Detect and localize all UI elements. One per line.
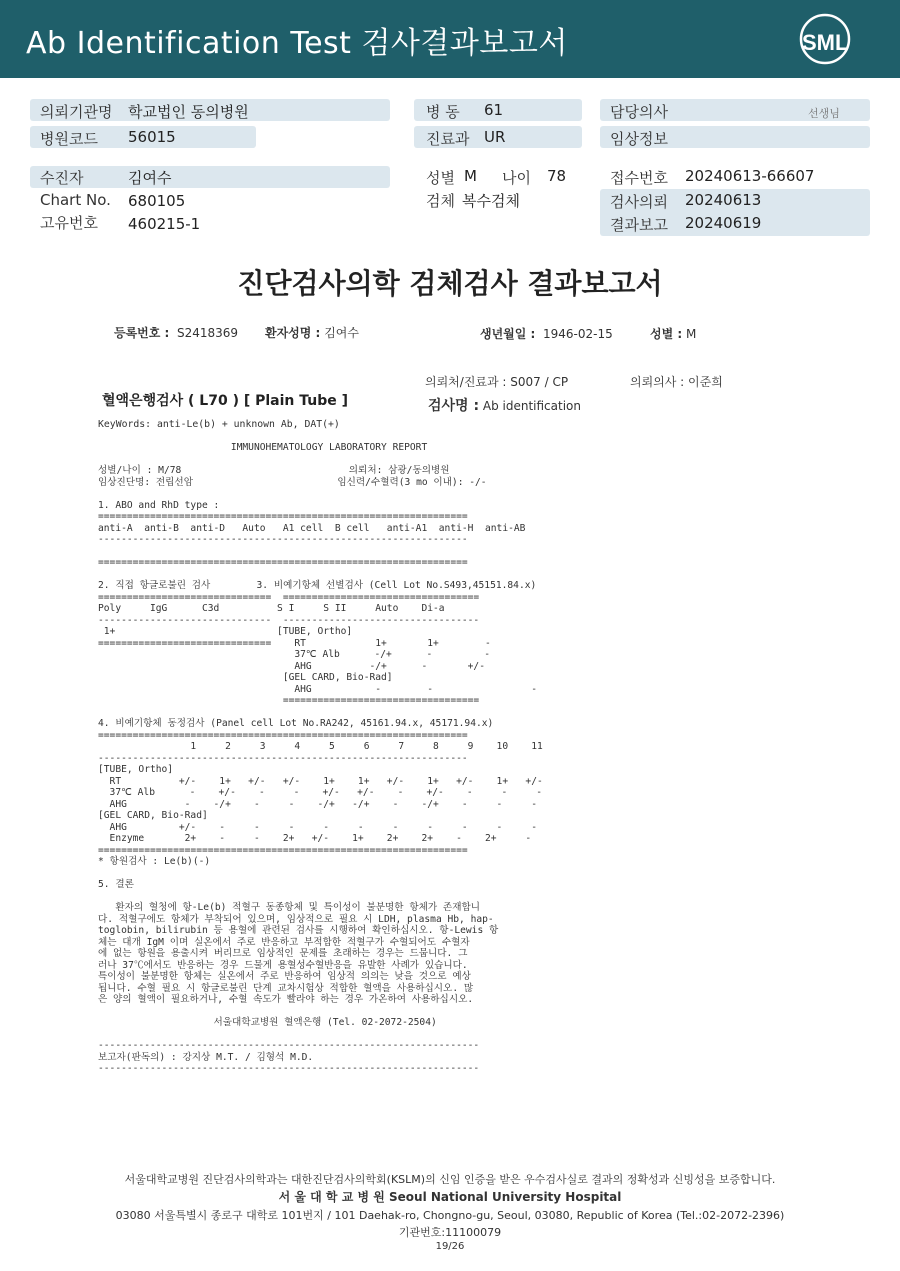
lab-report-line: 됩니다. 수혈 필요 시 항글로불린 단계 교차시험상 적합한 혈액을 사용하십시오. 많 bbox=[98, 982, 474, 994]
clinical-info-label: 임상정보 bbox=[610, 130, 668, 148]
lab-report-line: Poly IgG C3d S I S II Auto Di-a bbox=[98, 603, 445, 614]
lab-report-line: 성별/나이 : M/78 의뢰처: 삼광/동의병원 bbox=[98, 465, 450, 476]
lab-report-line: AHG +/- - - - - - - - - - - bbox=[98, 821, 537, 833]
registration-no: 등록번호 : S2418369 bbox=[114, 326, 239, 340]
sex-value: M bbox=[464, 167, 477, 185]
specimen-label: 검체 bbox=[426, 192, 455, 210]
lab-report-line bbox=[98, 1029, 543, 1041]
lab-report-line bbox=[98, 891, 543, 903]
lab-report-line: ------------------------------------------------------------------ bbox=[98, 1040, 480, 1051]
lab-report-line: RT +/- 1+ +/- +/- 1+ 1+ +/- 1+ +/- 1+ +/- bbox=[98, 775, 543, 787]
lab-report-line: 37℃ Alb -/+ - - bbox=[98, 649, 490, 660]
lab-report-line: ================================================================ bbox=[98, 557, 468, 568]
test-request-label: 검사의뢰 bbox=[610, 193, 668, 211]
logo-text: SML bbox=[802, 30, 849, 55]
department-label: 진료과 bbox=[426, 130, 470, 148]
lab-report-line: ============================== ================================== bbox=[98, 591, 480, 603]
age-label: 나이 bbox=[502, 169, 531, 187]
lab-report-line: 2. 직접 항글로불린 검사 3. 비예기항체 선별검사 (Cell Lot No.S493,45151.84.x) bbox=[98, 580, 537, 591]
lab-report-line: 서울대학교병원 혈액은행 (Tel. 02-2072-2504) bbox=[98, 1017, 437, 1028]
requesting-institution: 학교법인 동의병원 bbox=[128, 103, 249, 121]
physician-suffix: 선생님 bbox=[808, 107, 840, 120]
lab-report-line: 체는 대개 IgM 이며 실온에서 주로 반응하고 부적합한 적혈구가 수혈되어도 수혈자 bbox=[98, 936, 470, 948]
lab-report-line: * 항원검사 : Le(b)(-) bbox=[98, 856, 211, 867]
lab-report-line: Enzyme 2+ - - 2+ +/- 1+ 2+ 2+ - 2+ - bbox=[98, 833, 532, 844]
test-name: 검사명 : Ab identification bbox=[428, 398, 581, 414]
report-header bbox=[0, 0, 900, 78]
recipient-name: 김여수 bbox=[128, 169, 172, 187]
lab-report-line: ================================================================ bbox=[98, 729, 468, 741]
lab-report-line: AHG - -/+ - - -/+ -/+ - -/+ - - - bbox=[98, 798, 537, 810]
lab-report-line: [GEL CARD, Bio-Rad] bbox=[98, 672, 393, 683]
footer-address: 03080 서울특별시 종로구 대학로 101번지 / 101 Daehak-ro, Chongno-gu, Seoul, 03080, Republic of Korea (Tel.:02-2072-2396) bbox=[115, 1209, 785, 1222]
requesting-institution-label: 의뢰기관명 bbox=[40, 103, 113, 121]
recipient-label: 수진자 bbox=[40, 169, 84, 187]
lab-report-line bbox=[98, 569, 543, 581]
unique-no-label: 고유번호 bbox=[40, 214, 98, 232]
department: UR bbox=[484, 128, 506, 146]
result-report-date: 20240619 bbox=[685, 214, 762, 232]
lab-report-line: anti-A anti-B anti-D Auto A1 cell B cell anti-A1 anti-H anti-AB bbox=[98, 522, 526, 534]
lab-report-line: 특이성이 불분명한 항체는 실온에서 주로 반응하여 임상적 의의는 낮을 것으로 예상 bbox=[98, 971, 471, 982]
lab-report-line: 환자의 혈청에 항-Le(b) 적혈구 동종항체 및 특이성이 불분명한 항체가 존재합니 bbox=[98, 902, 480, 913]
receipt-no: 20240613-66607 bbox=[685, 167, 815, 185]
lab-report-body bbox=[98, 442, 543, 1075]
age-value: 78 bbox=[547, 167, 567, 185]
hospital-code: 56015 bbox=[128, 128, 176, 146]
lab-report-line: ------------------------------ ---------------------------------- bbox=[98, 614, 480, 626]
footer-institution-no: 기관번호:11100079 bbox=[398, 1226, 502, 1239]
lab-report-line bbox=[98, 488, 543, 500]
ward-label: 병 동 bbox=[426, 103, 460, 121]
lab-report-line: [TUBE, Ortho] bbox=[98, 764, 174, 775]
keywords: KeyWords: anti-Le(b) + unknown Ab, DAT(+) bbox=[98, 419, 340, 430]
lab-report-line bbox=[98, 454, 543, 466]
requester-doctor: 의뢰의사 : 이준희 bbox=[630, 375, 723, 389]
lab-report-line: ------------------------------------------------------------------ bbox=[98, 1063, 480, 1074]
lab-report-line: 1. ABO and RhD type : bbox=[98, 499, 220, 511]
specimen-value: 복수검체 bbox=[462, 192, 520, 210]
lab-report-line: 은 양의 혈액이 필요하거나, 수혈 속도가 빨라야 하는 경우 가온하여 사용하십시오. bbox=[98, 994, 474, 1005]
lab-report-line: 러나 37℃에서도 반응하는 경우 드물게 용혈성수혈반응을 유발한 사례가 있습니다. bbox=[98, 959, 468, 971]
lab-report-line: ================================== bbox=[98, 695, 480, 706]
report-title: 진단검사의학 검체검사 결과보고서 bbox=[237, 267, 663, 300]
birth-date: 생년월일 : 1946-02-15 bbox=[480, 327, 613, 341]
test-request-date: 20240613 bbox=[685, 191, 762, 209]
lab-report-line: IMMUNOHEMATOLOGY LABORATORY REPORT bbox=[98, 442, 428, 453]
lab-report-line: AHG -/+ - +/- bbox=[98, 660, 485, 672]
lab-report-line: 5. 결론 bbox=[98, 879, 134, 890]
lab-report-line: 4. 비예기항체 동정검사 (Panel cell Lot No.RA242, 45161.94.x, 45171.94.x) bbox=[98, 718, 494, 729]
page-number: 19/26 bbox=[435, 1241, 465, 1252]
sex-label: 성별 bbox=[426, 169, 455, 187]
lab-report-line: toglobin, bilirubin 등 용혈에 관련된 검사를 시행하여 확인하십시오. 항-Lewis 항 bbox=[98, 925, 499, 936]
lab-report-line: ---------------------------------------------------------------- bbox=[98, 534, 468, 545]
lab-report-line: 1+ [TUBE, Ortho] bbox=[98, 626, 353, 637]
lab-report-line: 1 2 3 4 5 6 7 8 9 10 11 bbox=[98, 741, 543, 752]
lab-report-line: ================================================================ bbox=[98, 511, 468, 522]
result-report-label: 결과보고 bbox=[610, 216, 668, 234]
lab-report-line: AHG - - - bbox=[98, 683, 537, 695]
header-title: Ab Identification Test 검사결과보고서 bbox=[26, 26, 568, 61]
report-sex: 성별 : M bbox=[650, 327, 697, 341]
patient-name: 환자성명 : 김여수 bbox=[265, 326, 359, 340]
lab-report-line: ---------------------------------------------------------------- bbox=[98, 752, 468, 764]
footer-certification: 서울대학교병원 진단검사의학과는 대한진단검사의학회(KSLM)의 신임 인증을 받은 우수검사실로 결과의 정확성과 신빙성을 보증합니다. bbox=[124, 1173, 776, 1186]
lab-report-line: 보고자(판독의) : 강지상 M.T. / 김형석 M.D. bbox=[98, 1051, 314, 1063]
footer-hospital-name: 서 울 대 학 교 병 원 Seoul National University Hospital bbox=[278, 1190, 622, 1204]
chart-no: 680105 bbox=[128, 192, 186, 210]
lab-report-line: 다. 적혈구에도 항체가 부착되어 있으며, 임상적으로 필요 시 LDH, plasma Hb, hap- bbox=[98, 913, 494, 925]
lab-report-line bbox=[98, 546, 543, 558]
lab-report-line: ============================== RT 1+ 1+ - bbox=[98, 637, 491, 649]
blood-bank-test: 혈액은행검사 ( L70 ) [ Plain Tube ] bbox=[102, 393, 349, 409]
lab-report-line: 에 없는 항원을 용출시켜 버리므로 임상적인 문제를 초래하는 경우는 드뭅니다. 그 bbox=[98, 948, 468, 959]
lab-report-line: 37℃ Alb - +/- - - +/- +/- - +/- - - - bbox=[98, 787, 542, 798]
chart-no-label: Chart No. bbox=[40, 191, 111, 209]
receipt-no-label: 접수번호 bbox=[610, 169, 668, 187]
physician-label: 담당의사 bbox=[610, 103, 668, 121]
lab-report-line: [GEL CARD, Bio-Rad] bbox=[98, 810, 208, 821]
lab-report-line bbox=[98, 1006, 543, 1018]
hospital-code-label: 병원코드 bbox=[40, 130, 98, 148]
unique-no: 460215-1 bbox=[128, 215, 201, 233]
lab-report-line bbox=[98, 707, 543, 719]
lab-report-line: ================================================================ bbox=[98, 844, 468, 856]
ward: 61 bbox=[484, 101, 504, 119]
requester-dept: 의뢰처/진료과 : S007 / CP bbox=[425, 375, 569, 389]
lab-report-line bbox=[98, 868, 543, 880]
lab-report-line: 임상진단명: 전립선암 임신력/수혈력(3 mo 이내): -/- bbox=[98, 476, 487, 488]
